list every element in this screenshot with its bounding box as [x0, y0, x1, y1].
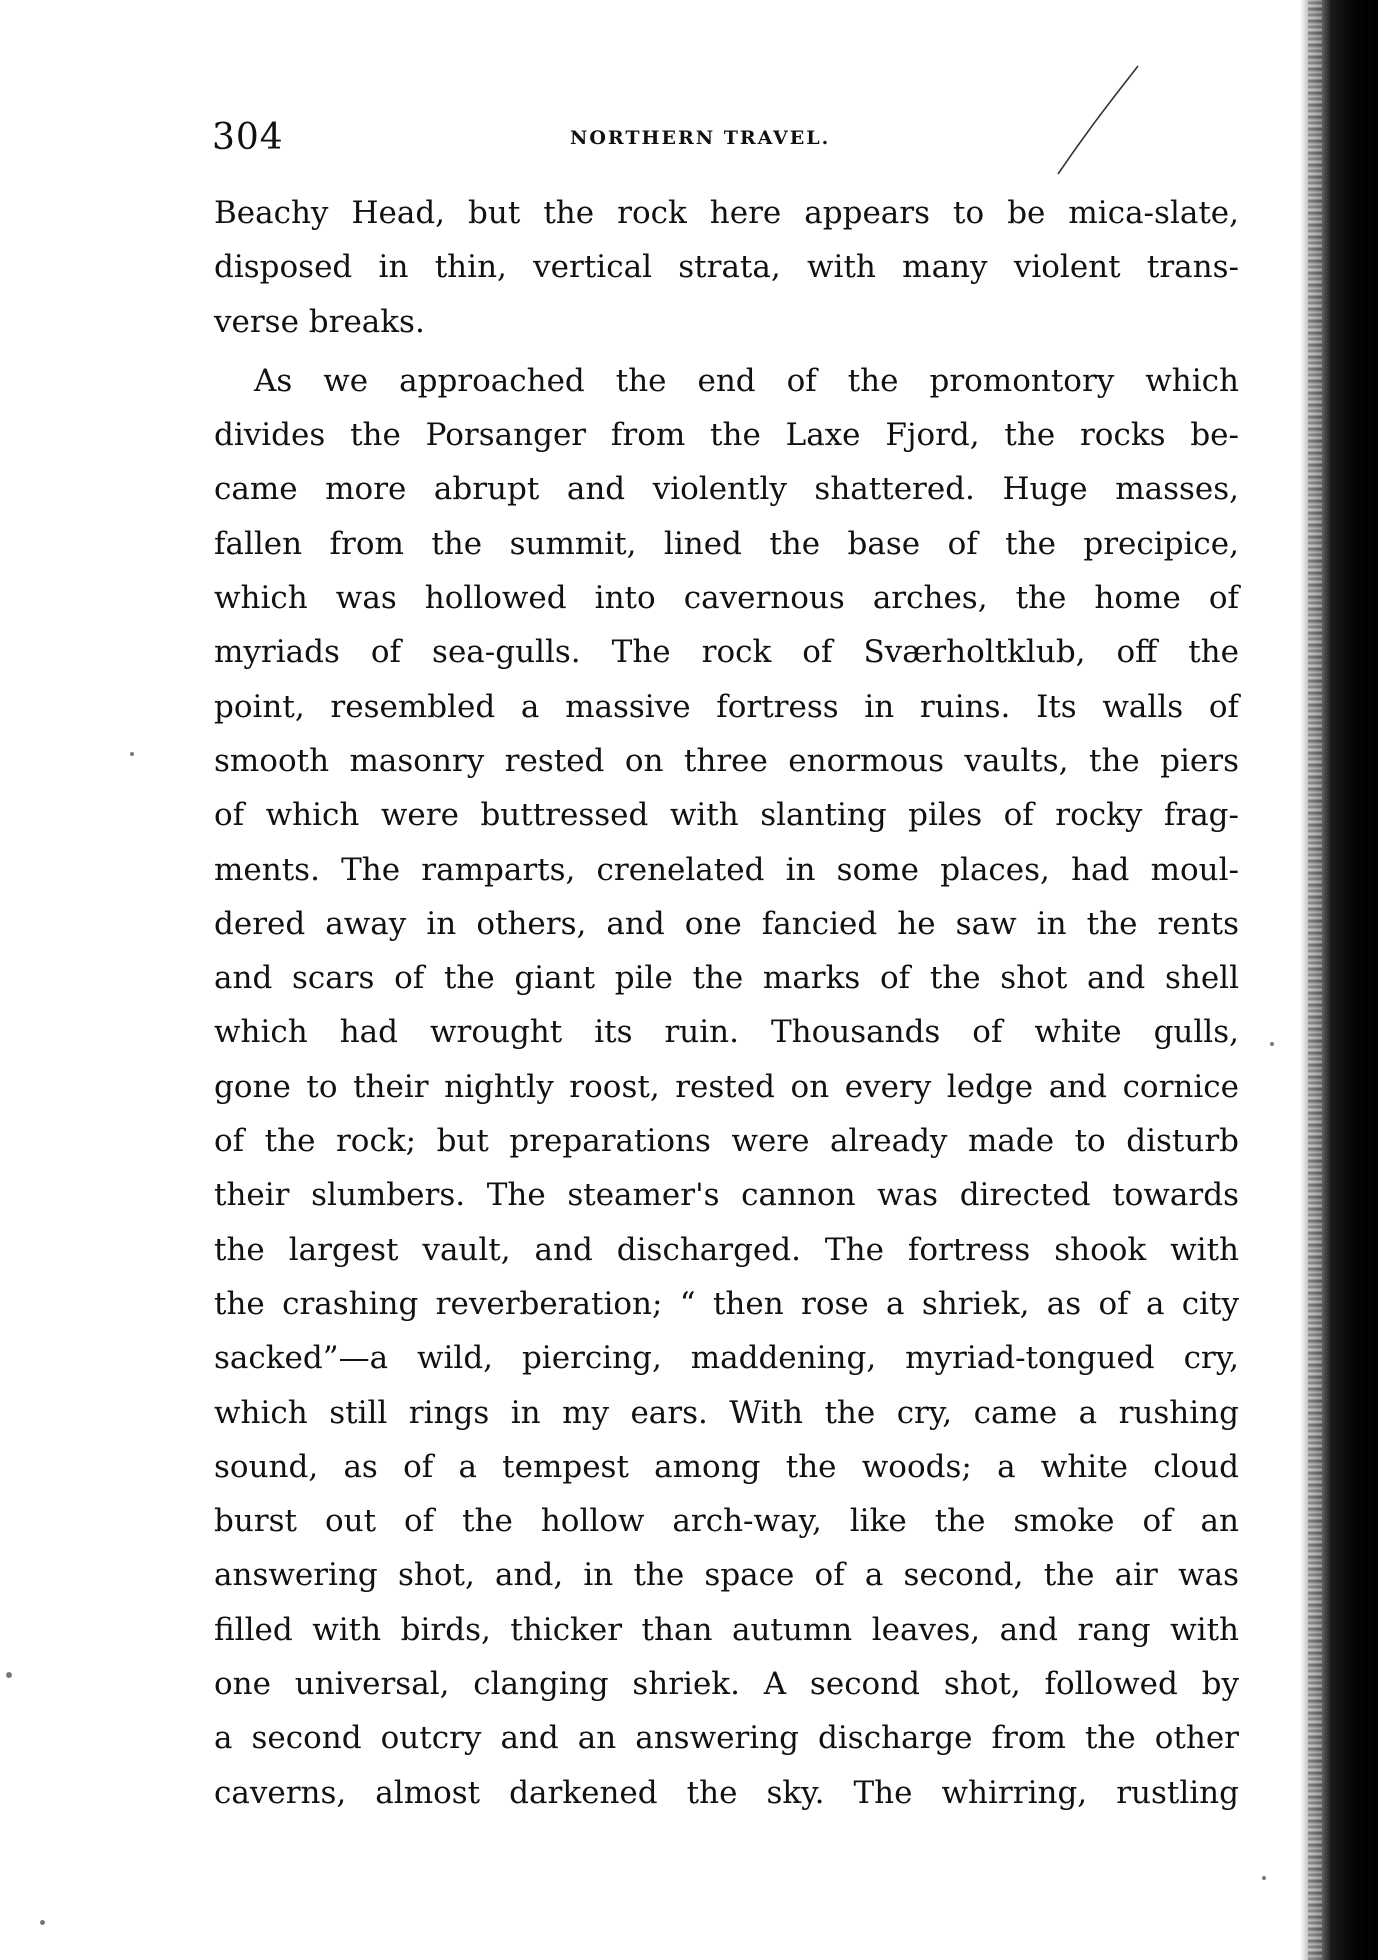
text-line: a second outcry and an answering discharge from the other [214, 1720, 1239, 1757]
text-line: their slumbers. The steamer's cannon was directed towards [214, 1177, 1239, 1214]
text-line: sound, as of a tempest among the woods; a white cloud [214, 1448, 1239, 1485]
text-line: caverns, almost darkened the sky. The whirring, rustling [214, 1774, 1239, 1811]
text-line: the largest vault, and discharged. The fortress shook with [214, 1231, 1239, 1268]
page-number: 304 [212, 117, 284, 158]
text-line: myriads of sea-gulls. The rock of Sværholtklub, off the [214, 634, 1239, 671]
text-line: ments. The ramparts, crenelated in some places, had moul- [214, 851, 1239, 888]
text-line: burst out of the hollow arch-way, like the smoke of an [214, 1503, 1239, 1540]
text-line: As we approached the end of the promontory which [254, 362, 1239, 399]
text-line: fallen from the summit, lined the base of the precipice, [214, 525, 1239, 562]
text-line: of the rock; but preparations were already made to disturb [214, 1123, 1239, 1160]
scan-speck [6, 1672, 12, 1678]
text-line: one universal, clanging shriek. A second shot, followed by [214, 1666, 1239, 1703]
text-line: answering shot, and, in the space of a second, the air was [214, 1557, 1239, 1594]
text-line: which still rings in my ears. With the cry, came a rushing [214, 1394, 1239, 1431]
text-line: gone to their nightly roost, rested on every ledge and cornice [214, 1068, 1239, 1105]
text-line: which had wrought its ruin. Thousands of white gulls, [214, 1014, 1239, 1051]
body-text [214, 186, 1239, 1820]
scan-speck [130, 752, 134, 756]
page-edge-texture [1308, 0, 1322, 1960]
text-line: came more abrupt and violently shattered. Huge masses, [214, 471, 1239, 508]
page-header [212, 112, 1232, 164]
text-line: disposed in thin, vertical strata, with many violent trans- [214, 249, 1239, 286]
text-line: divides the Porsanger from the Laxe Fjord, the rocks be- [214, 417, 1239, 454]
scan-speck [40, 1920, 45, 1925]
text-line: sacked”—a wild, piercing, maddening, myriad-tongued cry, [214, 1340, 1239, 1377]
text-line: smooth masonry rested on three enormous vaults, the piers [214, 742, 1239, 779]
scan-speck [1262, 1876, 1266, 1880]
text-line: of which were buttressed with slanting piles of rocky frag- [214, 797, 1239, 834]
text-line: filled with birds, thicker than autumn leaves, and rang with [214, 1611, 1239, 1648]
text-line: dered away in others, and one fancied he saw in the rents [214, 905, 1239, 942]
text-line: Beachy Head, but the rock here appears to be mica-slate, [214, 195, 1239, 231]
scan-speck [1270, 1042, 1274, 1046]
text-line: point, resembled a massive fortress in ruins. Its walls of [214, 688, 1239, 725]
text-line: which was hollowed into cavernous arches, the home of [214, 580, 1239, 617]
text-line: and scars of the giant pile the marks of the shot and shell [214, 960, 1239, 997]
text-line: verse breaks. [214, 303, 425, 340]
text-line: the crashing reverberation; “ then rose a shriek, as of a city [214, 1285, 1239, 1322]
running-title: NORTHERN TRAVEL. [570, 127, 831, 149]
